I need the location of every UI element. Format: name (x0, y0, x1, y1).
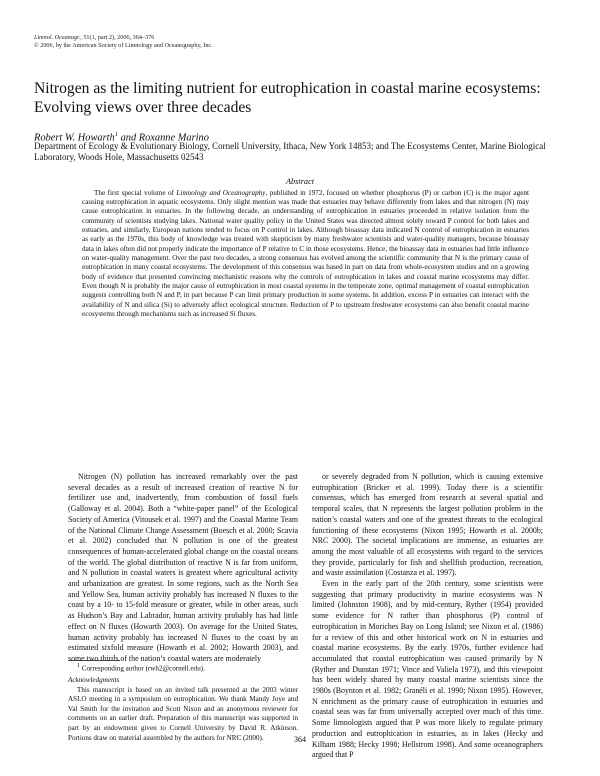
abstract-journal-italic: Limnology and Oceanography (176, 188, 266, 197)
article-title: Nitrogen as the limiting nutrient for eutrophication in coastal marine ecosystems: Evolving views over three decades (34, 80, 541, 116)
abstract-heading: Abstract (285, 177, 315, 186)
journal-name: Limnol. Oceanogr. (34, 34, 81, 41)
author-name-1: Robert W. Howarth (34, 132, 115, 144)
author-name-2: and Roxanne Marino (117, 132, 209, 144)
journal-citation: , 51(1, part 2), 2006, 364–376 (80, 34, 155, 41)
page-number: 364 (294, 735, 306, 744)
abstract-text-a: The first special volume of (94, 188, 177, 197)
body-paragraph: or severely degraded from N pollution, which is causing extensive eutrophication (Bricker et al. 1999). Today there is a scientific consensus, which has emerged from research at several spatial and temporal scales, that N represents the largest pollution problem in the nation’s coastal waters and one of the greatest threats to the ecological functioning of these ecosystems (Nixon 1995; Howarth et al. 2000b; NRC 2000). The societal implications are immense, as estuaries are among the most valuable of all ecosystems with regard to the services they provide, particularly for fish and shellfish production, recreation, and waste assimilation (Costanza et al. 1997). (312, 472, 543, 578)
abstract-text (82, 189, 529, 320)
footnote-mark: 1 (77, 663, 80, 669)
body-column-right (312, 472, 543, 761)
footnotes (68, 662, 298, 743)
corresponding-author-text: Corresponding author (rwh2@cornell.edu). (81, 664, 205, 673)
abstract-text-b: , published in 1972, focused on whether phosphorus (P) or carbon (C) is the major agent causing eutrophication in aquatic ecosystems. Only slight mention was made that estuaries may behave differently from lakes and that nitrogen (N) may cause eutrophication in estuaries. In the following decade, an understanding of eutrophication in estuaries proceeded in relative isolation from the community of scientists studying lakes. National water quality policy in the United States was directed almost solely toward P control for both lakes and estuaries, and similarly, European nations tended to focus on P control in lakes. Although bioassay data indicated N control of eutrophication in estuaries as early as the 1970s, this body of knowledge was treated with skepticism by many freshwater scientists and water-quality managers, because bioassay data in lakes often did not properly indicate the importance of P relative to C in those ecosystems. Hence, the bioassay data in estuaries had little influence on water-quality management. Over the past two decades, a strong consensus has evolved among the scientific community that N is the primary cause of eutrophication in many coastal ecosystems. The development of this consensus was based in part on data from whole-ecosystem studies and on a growing body of evidence that presented convincing mechanistic reasons why the controls of eutrophication in lakes and coastal marine ecosystems may differ. Even though N is probably the major cause of eutrophication in most coastal systems in the temperate zone, optimal management of coastal eutrophication suggests controlling both N and P, in part because P can limit primary production in some systems. In addition, excess P in estuaries can interact with the availability of N and silica (Si) to adversely affect ecological structure. Reduction of P to upstream freshwater ecosystems can also benefit coastal marine ecosystems through mechanisms such as increased Si fluxes. (82, 188, 529, 319)
body-paragraph: Even in the early part of the 20th century, some scientists were suggesting that primary productivity in marine ecosystems was N limited (Johnston 1908), and by mid-century, Ryther (1954) provided some evidence for N rather than phosphorus (P) control of eutrophication in Moriches Bay on Long Island; see Nixon et al. (1986) for a review of this and other historical work on N in estuaries and coastal marine ecosystems. By the early 1970s, further evidence had accumulated that coastal eutrophication was caused primarily by N (Ryther and Dunstan 1971; Vince and Valiela 1973), and this viewpoint has been widely shared by many coastal marine scientists since the 1980s (Boynton et al. 1982; Granéli et al. 1990; Nixon 1995). However, N enrichment as the primary cause of eutrophication in estuaries and coastal seas was far from universally accepted over much of this time. Some limnologists argued that P was more likely to regulate primary production and eutrophication in estuaries, as in lakes (Hecky and Kilham 1988; Hecky 1998; Hellstrom 1998). And some oceanographers argued that P (312, 579, 543, 760)
journal-citation-line (34, 34, 213, 42)
acknowledgments-text: This manuscript is based on an invited talk presented at the 2003 winter ASLO meeting in a symposium on eutrophication. We thank Mandy Joye and Val Smith for the invitation and Scott Nixon and an anonymous reviewer for comments on an earlier draft. Preparation of this manuscript was supported in part by an endowment given to Cornell University by David R. Atkinson. Portions draw on material assembled by the authors for NRC (2000). (68, 685, 298, 742)
affiliation: Department of Ecology & Evolutionary Biology, Cornell University, Ithaca, New York 14853; and The Ecosystems Center, Marine Biological Laboratory, Woods Hole, Massachusetts 02543 (34, 141, 546, 163)
acknowledgments-heading: Acknowledgments (68, 675, 120, 684)
body-column-left (68, 472, 298, 665)
corresponding-author-footnote (68, 662, 298, 674)
body-paragraph: Nitrogen (N) pollution has increased remarkably over the past several decades as a result of increased creation of reactive N for fertilizer use and, inadvertently, from combustion of fossil fuels (Galloway et al. 2004). Both a “white-paper panel” of the Ecological Society of America (Vitousek et al. 1997) and the Coastal Marine Team of the National Climate Change Assessment (Boesch et al. 2000; Scavia et al. 2002) concluded that N pollution is one of the greatest consequences of human-accelerated global change on the coastal oceans of the world. The global distribution of reactive N is far from uniform, and N pollution in coastal waters is greatest where agricultural activity and urbanization are greatest. In some regions, such as the North Sea and Yellow Sea, human activity probably has increased N fluxes to the coast by a 10- to 15-fold measure or greater, while in other areas, such as Hudson’s Bay and Labrador, human activity probably has had little effect on N fluxes (Howarth 2003). On average for the United States, human activity probably has increased N fluxes to the coast by an estimated sixfold measure (Howarth et al. 2002; Howarth 2003), and some two thirds of the nation’s coastal waters are moderately (68, 472, 298, 663)
footnote-divider (68, 660, 120, 661)
copyright-line: © 2006, by the American Society of Limnology and Oceanography, Inc. (34, 42, 213, 49)
author-footnote-mark: 1 (114, 131, 118, 138)
journal-header (34, 34, 213, 50)
